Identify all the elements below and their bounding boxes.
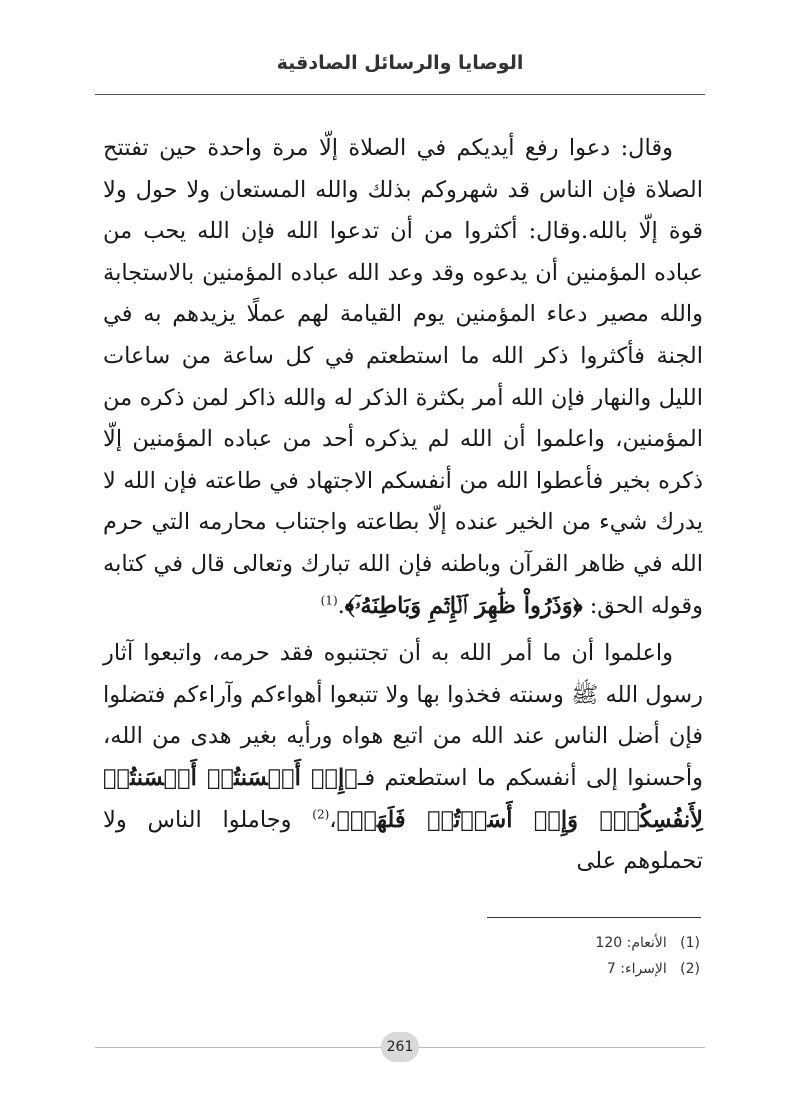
footnote-ref-2: (2) (312, 807, 330, 821)
footnote-number: (2) (680, 961, 700, 977)
quran-verse-2: ﴿إِنۡ أَحۡسَنتُمۡ أَحۡسَنتُمۡ لِأَنفُسِكُمۡۖ وَإِنۡ أَسَأۡتُمۡ فَلَهَاۚ﴾ (103, 764, 703, 833)
main-text (103, 128, 703, 883)
footnote-number: (1) (680, 935, 700, 951)
paragraph-2: واعلموا أن ما أمر الله به أن تجتنبوه فقد حرمه، واتبعوا آثار رسول الله ﷺ وسنته فخذوا بها ولا تتبعوا أهواءكم وآراءكم فتضلوا فإن أضل الناس عند الله من اتبع هواه ورأيه بغير هدى من الله، وأحسنوا إلى أنفسكم ما استطعتم فـ﴿إِنۡ أَحۡسَنتُمۡ أَحۡسَنتُمۡ لِأَنفُسِكُمۡۖ وَإِنۡ أَسَأۡتُمۡ فَلَهَاۚ﴾،$^{(2)}$ وجاملوا الناس ولا تحملوهم على (103, 640, 704, 875)
footnote-2 (595, 956, 700, 982)
footnote-divider (487, 917, 701, 918)
paragraph-1: وقال: دعوا رفع أيديكم في الصلاة إلّا مرة واحدة حين تفتتح الصلاة فإن الناس قد شهروكم بذلك والله المستعان ولا حول ولا قوة إلّا بالله.وقال: أكثروا من أن تدعوا الله فإن الله يحب من عباده المؤمنين أن يدعوه وقد وعد الله عباده المؤمنين بالاستجابة والله مصير دعاء المؤمنين يوم القيامة لهم عملًا يزيدهم به في الجنة فأكثروا ذكر الله ما استطعتم في كل ساعة من ساعات الليل والنهار فإن الله أمر بكثرة الذكر له والله ذاكر لمن ذكره من المؤمنين، واعلموا أن الله لم يذكره أحد من عباده المؤمنين إلّا ذكره بخير فأعطوا الله من أنفسكم الاجتهاد في طاعته فإن الله لا يدرك شيء من الخير عنده إلّا بطاعته واجتناب محارمه التي حرم الله في ظاهر القرآن وباطنه فإن الله تبارك وتعالى قال في كتابه وقوله الحق: ﴿وَذَرُواْ ظَٰهِرَ ٱلۡإِثۡمِ وَبَاطِنَهُۥٓ﴾.$^{(1)}$ (103, 135, 703, 619)
header-divider (95, 94, 705, 95)
footnote-1 (595, 930, 700, 956)
footnotes (595, 930, 700, 982)
paragraph-2-text: واعلموا أن ما أمر الله به أن تجتنبوه فقد حرمه، واتبعوا آثار رسول الله ﷺ وسنته فخذوا بها ولا تتبعوا أهواءكم وآراءكم فتضلوا فإن أضل الناس عند الله من اتبع هواه ورأيه بغير هدى من الله، وأحسنوا إلى أنفسكم ما استطعتم فـ (103, 640, 704, 791)
quran-verse-1: ﴿وَذَرُواْ ظَٰهِرَ ٱلۡإِثۡمِ وَبَاطِنَهُۥٓ﴾ (344, 592, 583, 619)
running-header: الوصايا والرسائل الصادقية (276, 52, 524, 74)
footnote-ref-1: (1) (320, 593, 338, 608)
paragraph-2-tail: وجاملوا الناس ولا تحملوهم على (103, 806, 703, 875)
footnote-text: الأنعام: 120 (595, 935, 667, 951)
paragraph-1-text: وقال: دعوا رفع أيديكم في الصلاة إلّا مرة واحدة حين تفتتح الصلاة فإن الناس قد شهروكم بذلك والله المستعان ولا حول ولا قوة إلّا بالله.وقال: أكثروا من أن تدعوا الله فإن الله يحب من عباده المؤمنين أن يدعوه وقد وعد الله عباده المؤمنين بالاستجابة والله مصير دعاء المؤمنين يوم القيامة لهم عملًا يزيدهم به في الجنة فأكثروا ذكر الله ما استطعتم في كل ساعة من ساعات الليل والنهار فإن الله أمر بكثرة الذكر له والله ذاكر لمن ذكره من المؤمنين، واعلموا أن الله لم يذكره أحد من عباده المؤمنين إلّا ذكره بخير فأعطوا الله من أنفسكم الاجتهاد في طاعته فإن الله لا يدرك شيء من الخير عنده إلّا بطاعته واجتناب محارمه التي حرم الله في ظاهر القرآن وباطنه فإن الله تبارك وتعالى قال في كتابه وقوله الحق: (103, 135, 703, 619)
page-number: 261 (381, 1032, 419, 1062)
footnote-text: الإسراء: 7 (606, 961, 667, 977)
